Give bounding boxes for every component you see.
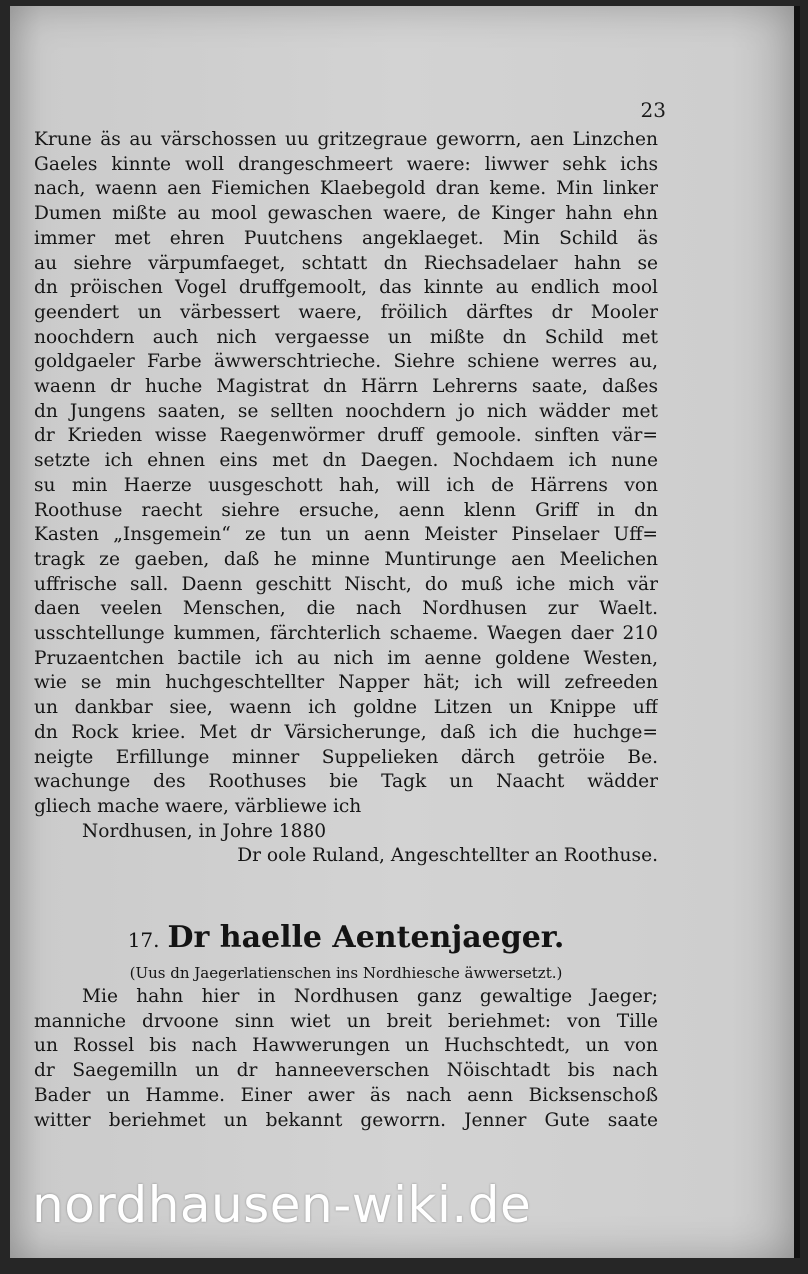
text-line: daen veelen Menschen, die nach Nordhusen zur Waelt. [34, 598, 658, 620]
body-paragraph-2 [34, 985, 658, 1133]
signature-line: Dr oole Ruland, Angeschtellter an Roothuse. [237, 845, 658, 867]
subheading: (Uus dn Jaegerlatienschen ins Nordhiesche äwwersetzt.) [129, 964, 563, 982]
text-line: usschtellunge kummen, färchterlich schaeme. Waegen daer 210 [34, 623, 658, 645]
text-line: wachunge des Roothuses bie Tagk un Naacht wädder [34, 771, 658, 793]
text-line: manniche drvoone sinn wiet un breit beriehmet: von Tille [34, 1010, 658, 1032]
text-line: geendert un värbessert waere, fröilich därftes dr Mooler [34, 301, 658, 323]
text-line: Roothuse raecht siehre ersuche, aenn klenn Griff in dn [34, 499, 658, 521]
section-heading [34, 918, 658, 984]
text-line: dn Jungens saaten, se sellten noochdern jo nich wädder met [34, 400, 658, 422]
text-line: dn Rock kriee. Met dr Värsicherunge, daß ich die huchge= [34, 721, 658, 743]
heading-line [34, 918, 658, 960]
watermark-logo: nordhausen-wiki.de [32, 1176, 532, 1234]
text-line: dn pröischen Vogel druffgemoolt, das kinnte au endlich mool [34, 277, 658, 299]
text-line: un dankbar siee, waenn ich goldne Litzen un Knippe uff [34, 697, 658, 719]
body-paragraph-1 [34, 128, 658, 869]
text-line: goldgaeler Farbe äwwerschtrieche. Siehre schiene werres au, [34, 351, 658, 373]
text-line: witter beriehmet un bekannt geworrn. Jenner Gute saate [34, 1109, 658, 1131]
text-line: setzte ich ehnen eins met dn Daegen. Nochdaem ich nune [34, 450, 658, 472]
text-line: uffrische sall. Daenn geschitt Nischt, do muß iche mich vär [34, 573, 658, 595]
text-line: nach, waenn aen Fiemichen Klaebegold dran keme. Min linker [34, 178, 658, 200]
date-line: Nordhusen, in Johre 1880 [82, 820, 327, 842]
heading-number: 17. [127, 928, 160, 952]
text-line: tragk ze gaeben, daß he minne Muntirunge aen Meelichen [34, 548, 658, 570]
text-line: wie se min huchgeschtellter Napper hät; ich will zefreeden [34, 672, 658, 694]
text-line: noochdern auch nich vergaesse un mißte dn Schild met [34, 326, 658, 348]
text-line: Dumen mißte au mool gewaschen waere, de Kinger hahn ehn [34, 203, 658, 225]
text-line: un Rossel bis nach Hawwerungen un Huchschtedt, un von [34, 1035, 658, 1057]
text-line: dr Krieden wisse Raegenwörmer druff gemoole. sinften vär= [34, 425, 658, 447]
text-line: dr Saegemilln un dr hanneeverschen Nöischtadt bis nach [34, 1060, 658, 1082]
text-line: au siehre värpumfaeget, schtatt dn Riechsadelaer hahn se [34, 252, 658, 274]
text-line: waenn dr huche Magistrat dn Härrn Lehrerns saate, daßes [34, 376, 658, 398]
text-line: Kasten „Insgemein“ ze tun un aenn Meister Pinselaer Uff= [34, 524, 658, 546]
heading-title: Dr haelle Aentenjaeger. [167, 920, 565, 955]
text-line: Mie hahn hier in Nordhusen ganz gewaltige Jaeger; [82, 986, 658, 1007]
text-line: Gaeles kinnte woll drangeschmeert waere: liwwer sehk ichs [34, 153, 658, 175]
text-line: Pruzaentchen bactile ich au nich im aenne goldene Westen, [34, 647, 658, 669]
page-number: 23 [640, 98, 666, 122]
text-line: Krune äs au värschossen uu gritzegraue geworrn, aen Linzchen [34, 129, 658, 150]
text-line: su min Haerze uusgeschott hah, will ich de Härrens von [34, 474, 658, 496]
text-line: neigte Erfillunge minner Suppelieken därch getröie Be. [34, 746, 658, 768]
text-line: immer met ehren Puutchens angeklaeget. Min Schild äs [34, 227, 658, 249]
text-line: Bader un Hamme. Einer awer äs nach aenn Bicksenschoß [34, 1084, 658, 1106]
text-line: gliech mache waere, värbliewe ich [34, 795, 362, 817]
